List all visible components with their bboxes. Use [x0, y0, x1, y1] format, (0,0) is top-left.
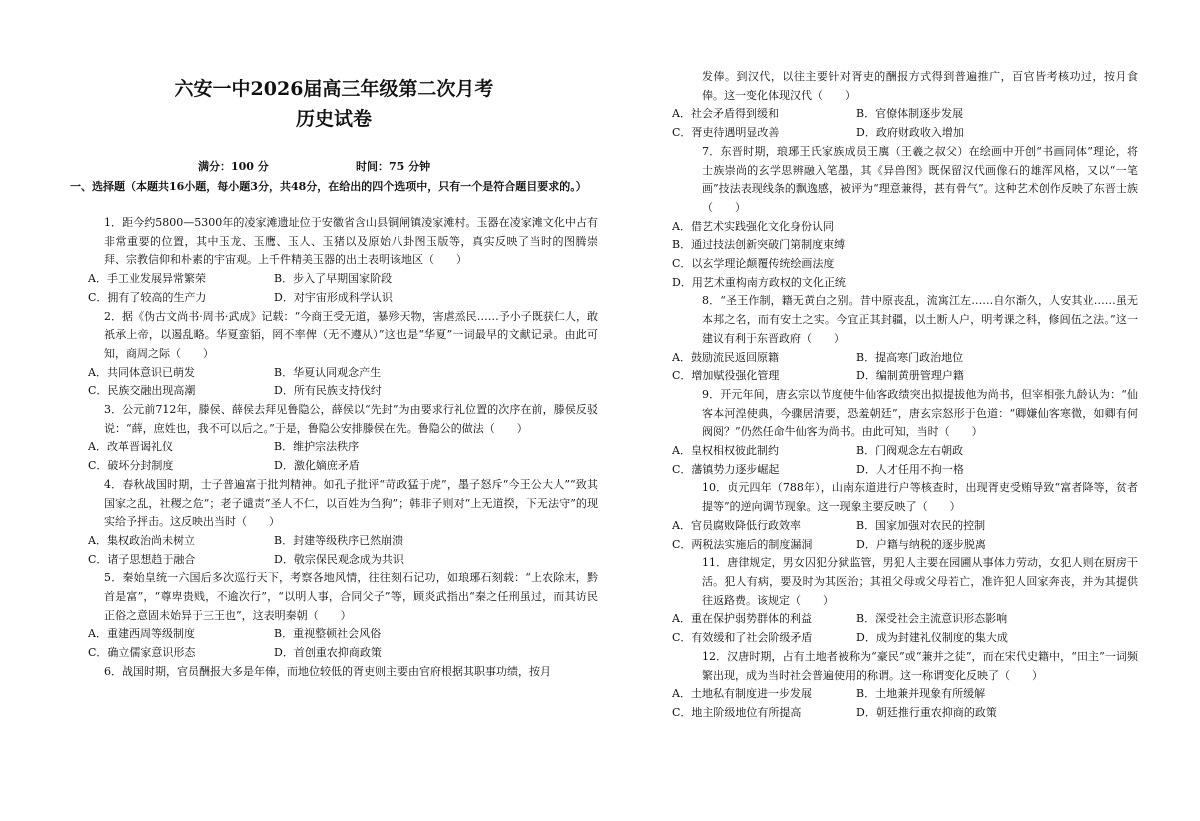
question-7-option-a[interactable]: A．借艺术实践强化文化身份认同: [672, 219, 834, 233]
question-4-option-b[interactable]: B．封建等级秩序已然崩溃: [274, 533, 404, 547]
question-8-stem: 8．“圣王作制，籍无黄白之别。昔中原丧乱，流寓江左……自尔渐久，人安其业……虽无本邦之名，而有安土之实。今宜正其封疆，以土断人户，明考课之科，修闾伍之法。”这一建议有利于东晋政府（ ）: [702, 294, 1138, 345]
question-9-option-d[interactable]: D．人才任用不拘一格: [856, 462, 964, 476]
question-10-option-d[interactable]: D．户籍与纳税的逐步脱离: [856, 537, 986, 551]
question-8-option-d[interactable]: D．编制黄册管理户籍: [856, 369, 964, 383]
question-10-options: [668, 517, 1138, 554]
question-4-option-c[interactable]: C．诸子思想趋于融合: [88, 552, 196, 566]
question-11-option-d[interactable]: D．成为封建礼仪制度的集大成: [856, 631, 1008, 645]
question-9-option-c[interactable]: C．藩镇势力逐步崛起: [672, 462, 780, 476]
question-8-option-b[interactable]: B．提高寒门政治地位: [856, 350, 964, 364]
question-1-option-c[interactable]: C．拥有了较高的生产力: [88, 290, 207, 304]
question-2-option-d[interactable]: D．所有民族支持伐纣: [274, 384, 382, 398]
question-11-option-a[interactable]: A．重在保护弱势群体的利益: [672, 612, 812, 626]
question-8-options: [668, 349, 1138, 386]
question-1-stem: 1．距今约5800—5300年的凌家滩遗址位于安徽省含山县铜闸镇凌家滩村。玉器在凌家滩文化中占有非常重要的位置，其中玉龙、玉鹰、玉人、玉猪以及原始八卦图玉版等，真实反映了当时的图腾崇拜、宗教信仰和朴素的宇宙观。上千件精美玉器的出土表明该地区（ ）: [104, 216, 598, 267]
full-score: 满分：100 分: [198, 160, 269, 173]
question-6-option-d[interactable]: D．政府财政收入增加: [856, 126, 964, 140]
question-6-stem-end: 发俸。到汉代，以往主要针对胥吏的酬报方式得到普遍推广，百官皆考核功过，按月食俸。这一变化体现汉代（ ）: [702, 70, 1138, 102]
question-3-option-c[interactable]: C．破坏分封制度: [88, 459, 174, 473]
question-6-options: [668, 105, 1138, 142]
question-1-option-b[interactable]: B．步入了早期国家阶段: [274, 272, 393, 286]
question-1-option-d[interactable]: D．对宇宙形成科学认识: [274, 290, 393, 304]
question-7-option-d[interactable]: D．用艺术重构南方政权的文化正统: [672, 275, 846, 289]
question-12-options: [668, 685, 1138, 722]
question-11-options: [668, 610, 1138, 647]
question-5-option-c[interactable]: C．确立儒家意识形态: [88, 646, 196, 660]
right-question-flow: [668, 68, 1138, 723]
question-12-stem: 12．汉唐时期，占有土地者被称为“豪民”或“兼并之徒”，而在宋代史籍中，“田主”一词频繁出现，成为当时社会普遍使用的称谓。这一称谓变化反映了（ ）: [702, 649, 1138, 682]
question-10-option-a[interactable]: A．官员腐败降低行政效率: [672, 518, 801, 532]
question-5-option-a[interactable]: A．重建西周等级制度: [88, 627, 195, 641]
question-6-option-a[interactable]: A．社会矛盾得到缓和: [672, 107, 779, 121]
question-6-option-c[interactable]: C．胥吏待遇明显改善: [672, 126, 780, 140]
question-7-stem: 7．东晋时期，琅琊王氏家族成员王廙（王羲之叔父）在绘画中开创“书画同体”理论，将士族崇尚的玄学思辨融入笔墨，其《异兽图》既保留汉代画像石的雄浑风格，又以“一笔画”技法表现线条的飘逸感，被评为“理意兼得，甚有骨气”。这种艺术创作反映了东晋士族（ ）: [702, 144, 1138, 214]
question-9-stem: 9．开元年间，唐玄宗以节度使牛仙客政绩突出拟提拔他为尚书，但宰相张九龄认为：“仙客本河湟使典，今骤居清要，恐羞朝廷”，唐玄宗怒形于色道：“卿嫌仙客寒微，如卿有何阀阅？”仍然任命牛仙客为尚书。由此可知，当时（ ）: [702, 387, 1138, 439]
question-2-stem: 2．据《伪古文尚书·周书·武成》记载：“今商王受无道，暴殄天物，害虐烝民……予小子既获仁人，敢祇承上帝，以遏乱略。华夏蛮貊，罔不率俾（无不遵从）”这也是“华夏”一词最早的文献记录。由此可知，商周之际（ ）: [104, 309, 598, 360]
question-12-option-d[interactable]: D．朝廷推行重农抑商的政策: [856, 705, 997, 719]
exam-time: 时间：75 分钟: [356, 160, 431, 173]
question-10-option-c[interactable]: C．两税法实施后的制度漏洞: [672, 537, 813, 551]
question-11-stem: 11．唐律规定，男女囚犯分狱监管，男犯人主要在园圃从事体力劳动，女犯人则在厨房干活。犯人有病，要及时为其医治；其祖父母或父母若亡，准许犯人回家奔丧，并为其提供往返路费。该规定（ ）: [702, 556, 1138, 607]
question-6-option-b[interactable]: B．官僚体制逐步发展: [856, 107, 964, 121]
question-2-option-b[interactable]: B．华夏认同观念产生: [274, 365, 382, 379]
question-8-option-c[interactable]: C．增加赋役强化管理: [672, 369, 780, 383]
question-4-option-a[interactable]: A．集权政治尚未树立: [88, 533, 195, 547]
question-3-options: [70, 438, 598, 475]
question-10-stem: 10．贞元四年（788年），山南东道进行户等核查时，出现胥吏受贿导致“富者降等，贫者提等”的逆向调节现象。这一现象主要反映了（ ）: [702, 481, 1138, 514]
question-1-option-a[interactable]: A．手工业发展异常繁荣: [88, 272, 206, 286]
question-11-option-b[interactable]: B．深受社会主流意识形态影响: [856, 612, 1008, 626]
question-1-options: [70, 270, 598, 307]
question-9-options: [668, 442, 1138, 479]
question-5-options: [70, 625, 598, 662]
question-3-option-b[interactable]: B．维护宗法秩序: [274, 440, 360, 454]
question-2-option-a[interactable]: A．共同体意识已萌发: [88, 365, 195, 379]
question-9-option-b[interactable]: B．门阀观念左右朝政: [856, 444, 964, 458]
question-12-option-b[interactable]: B．土地兼并现象有所缓解: [856, 687, 986, 701]
question-2-options: [70, 364, 598, 401]
question-8-option-a[interactable]: A．鼓励流民返回原籍: [672, 350, 779, 364]
exam-subtitle: 历史试卷: [295, 108, 372, 130]
question-5-stem: 5．秦始皇统一六国后多次巡行天下，考察各地风情，往往刻石记功，如琅琊石刻载：“上农除末，黔首是富”，“尊卑贵贱，不逾次行”，“以明人事，合同父子”等，顾炎武指出“秦之任刑虽过，而其访民正俗之意固未始异于三王也”，这表明秦朝（ ）: [104, 571, 598, 622]
question-11-option-c[interactable]: C．有效缓和了社会阶级矛盾: [672, 631, 813, 645]
question-5-option-d[interactable]: D．首创重农抑商政策: [274, 646, 382, 660]
question-3-stem: 3．公元前712年，滕侯、薛侯去拜见鲁隐公，薛侯以“先封”为由要求行礼位置的次序在前，滕侯反驳说：“薛，庶姓也，我不可以后之。”于是，鲁隐公安排滕侯在先。鲁隐公的做法（ ）: [104, 403, 598, 435]
section-heading: 一、选择题（本题共16小题，每小题3分，共48分，在给出的四个选项中，只有一个是符合题目要求的。）: [70, 180, 587, 193]
question-7-options: [668, 218, 1138, 293]
left-question-flow: [70, 214, 598, 682]
question-10-option-b[interactable]: B．国家加强对农民的控制: [856, 518, 986, 532]
question-7-option-c[interactable]: C．以玄学理论颠覆传统绘画法度: [672, 257, 835, 271]
question-12-option-c[interactable]: C．地主阶级地位有所提高: [672, 705, 802, 719]
question-4-stem: 4．春秋战国时期，士子普遍富于批判精神。如孔子批评“苛政猛于虎”，墨子怒斥“今王公大人”“致其国家之乱，社稷之危”；老子谴责“圣人不仁，以百姓为刍狗”；韩非子则对“上无道揆，下无法守”的现实给予抨击。这反映出当时（ ）: [104, 477, 598, 529]
question-5-option-b[interactable]: B．重视整顿社会风俗: [274, 627, 382, 641]
question-9-option-a[interactable]: A．皇权相权彼此制约: [672, 444, 779, 458]
question-12-option-a[interactable]: A．土地私有制度进一步发展: [672, 687, 812, 701]
question-6-stem-start: 6．战国时期，官员酬报大多是年俸，而地位较低的胥吏则主要由官府根据其职事功绩，按月: [104, 664, 551, 678]
exam-title: 六安一中2026届高三年级第二次月考: [174, 78, 494, 100]
question-3-option-d[interactable]: D．激化嫡庶矛盾: [274, 459, 360, 473]
question-4-options: [70, 532, 598, 569]
question-7-option-b[interactable]: B．通过技法创新突破门第制度束缚: [672, 238, 846, 252]
question-4-option-d[interactable]: D．敬宗保民观念成为共识: [274, 552, 404, 566]
question-2-option-c[interactable]: C．民族交融出现高潮: [88, 384, 196, 398]
question-3-option-a[interactable]: A．改革晋谒礼仪: [88, 440, 173, 454]
